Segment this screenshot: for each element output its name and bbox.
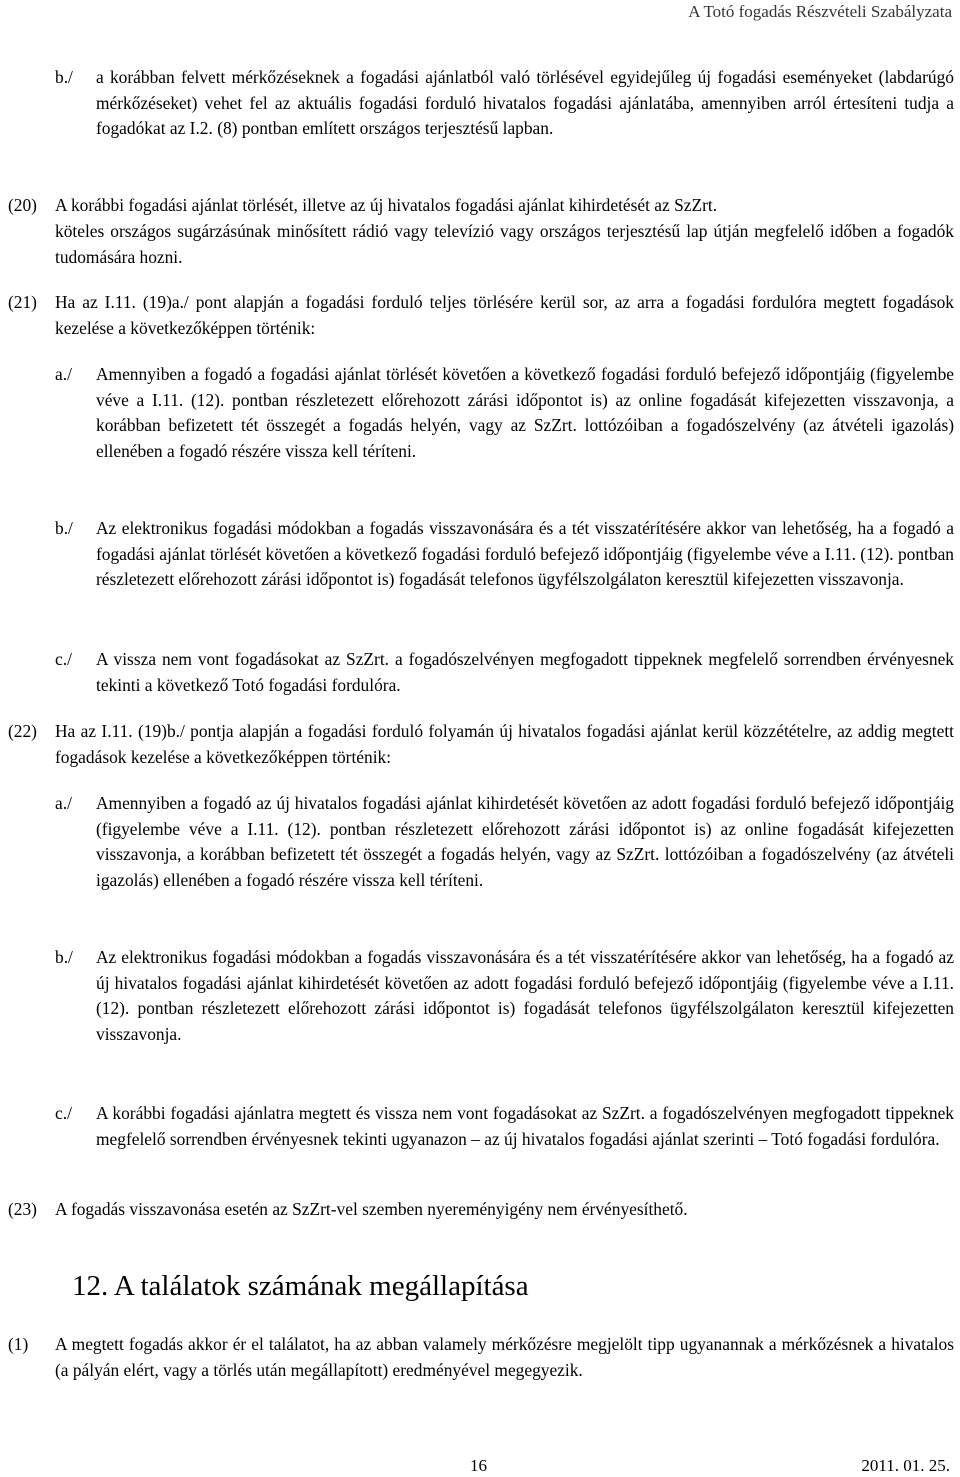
paragraph-b-top: a korábban felvett mérkőzéseknek a fogadási ajánlatból való törlésével egyidejűleg új fogadási eseményeket (labdarúgó mérkőzéseket) vehet fel az aktuális fogadási forduló hivatalos fogadási ajánlatába, amennyiben arról értesíteni tudja a fogadókat az I.2. (8) pontban említett országos terjesztésű lapban. — [96, 67, 954, 138]
paragraph-23: A fogadás visszavonása esetén az SzZrt-vel szemben nyereményigény nem érvényesíthető. — [55, 1199, 688, 1219]
item-label-22a: a./ — [55, 793, 72, 813]
item-label-s12-1: (1) — [8, 1334, 29, 1354]
paragraph-21a: Amennyiben a fogadó a fogadási ajánlat törlését követően a következő fogadási forduló befejező időpontjáig (figyelembe véve a I.11. (12). pontban részletezett előrehozott zárási időpontot is) az online fogadását kifejezetten visszavonja, a korábban befizetett tét összegét a fogadás helyén, vagy az SzZrt. lottózóiban a fogadószelvény (az átvételi igazolás) ellenében a fogadó részére vissza kell téríteni. — [96, 364, 954, 461]
paragraph-22b: Az elektronikus fogadási módokban a fogadás visszavonására és a tét visszatérítésére akkor van lehetőség, ha a fogadó az új hivatalos fogadási ajánlat kihirdetését követően az adott fogadási forduló befejező időpontjáig (figyelembe véve a I.11. (12). pontban részletezett előrehozott zárási időpontot is) fogadását telefonos ügyfélszolgálaton keresztül kifejezetten visszavonja. — [96, 947, 954, 1044]
item-label-b-top: b./ — [55, 67, 73, 87]
item-label-21c: c./ — [55, 649, 72, 669]
item-label-22c: c./ — [55, 1103, 72, 1123]
item-label-22: (22) — [8, 721, 37, 741]
paragraph-s12-1: A megtett fogadás akkor ér el találatot, ha az abban valamely mérkőzésre megjelölt tipp ugyanannak a mérkőzésnek a hivatalos (a pályán elért, vagy a törlés után megállapított) eredményével megegyezik. — [55, 1334, 954, 1380]
footer-date: 2011. 01. 25. — [861, 1456, 950, 1475]
paragraph-20-first-line: A korábbi fogadási ajánlat törlését, illetve az új hivatalos fogadási ajánlat kihirdetését az SzZrt. — [55, 195, 718, 215]
item-label-21a: a./ — [55, 364, 72, 384]
item-label-21: (21) — [8, 292, 37, 312]
section-heading-12: 12. A találatok számának megállapítása — [72, 1270, 529, 1302]
item-label-22b: b./ — [55, 947, 73, 967]
item-label-20: (20) — [8, 195, 37, 215]
running-header: A Totó fogadás Részvételi Szabályzata — [688, 2, 952, 21]
paragraph-22a: Amennyiben a fogadó az új hivatalos fogadási ajánlat kihirdetését követően az adott fogadási forduló befejező időpontjáig (figyelembe véve a I.11. (12). pontban részletezett előrehozott zárási időpontot is) az online fogadását kifejezetten visszavonja, a korábban befizetett tét összegét a fogadás helyén, vagy az SzZrt. lottózóiban a fogadószelvény (az átvételi igazolás) ellenében a fogadó részére vissza kell téríteni. — [96, 793, 954, 890]
paragraph-21c: A vissza nem vont fogadásokat az SzZrt. a fogadószelvényen megfogadott tippeknek megfelelő sorrendben érvényesnek tekinti a következő Totó fogadási fordulóra. — [96, 649, 954, 695]
paragraph-21: Ha az I.11. (19)a./ pont alapján a fogadási forduló teljes törlésére kerül sor, az arra a fogadási fordulóra megtett fogadások kezelése a következőképpen történik: — [55, 292, 954, 338]
paragraph-21b: Az elektronikus fogadási módokban a fogadás visszavonására és a tét visszatérítésére akkor van lehetőség, ha a fogadó a fogadási ajánlat törlését követően a következő fogadási forduló befejező időpontjáig (figyelembe véve a I.11. (12). pontban részletezett előrehozott zárási időpontot is) fogadását telefonos ügyfélszolgálaton keresztül kifejezetten visszavonja. — [96, 518, 954, 589]
paragraph-22c: A korábbi fogadási ajánlatra megtett és vissza nem vont fogadásokat az SzZrt. a fogadószelvényen megfogadott tippeknek megfelelő sorrendben érvényesnek tekinti ugyanazon – az új hivatalos fogadási ajánlat szerinti – Totó fogadási fordulóra. — [96, 1103, 954, 1149]
paragraph-22: Ha az I.11. (19)b./ pontja alapján a fogadási forduló folyamán új hivatalos fogadási ajánlat kerül közzétételre, az addig megtett fogadások kezelése a következőképpen történik: — [55, 721, 954, 767]
page-number: 16 — [470, 1456, 487, 1475]
item-label-23: (23) — [8, 1199, 37, 1219]
item-label-21b: b./ — [55, 518, 73, 538]
paragraph-20-rest: köteles országos sugárzásúnak minősített rádió vagy televízió vagy országos terjesztésű lap útján megfelelő időben a fogadók tudomására hozni. — [55, 221, 954, 267]
